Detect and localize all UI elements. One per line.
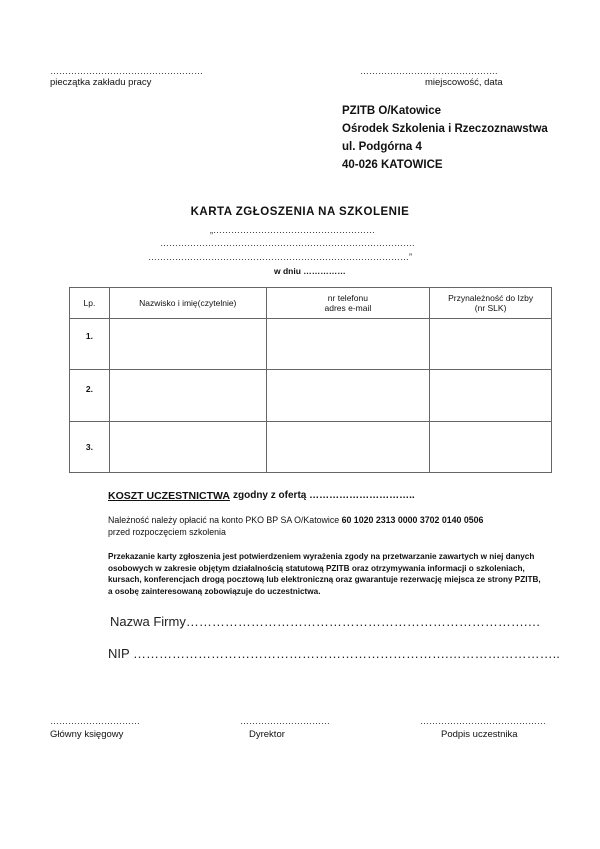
course-name-line-2: …………………………………………………………………………. xyxy=(160,238,415,248)
place-date-dotted-line: ………………………………………. xyxy=(360,66,498,76)
col-header-membership-line1: Przynależność do Izby xyxy=(448,293,534,303)
table-header-row xyxy=(70,288,552,319)
address-line: Ośrodek Szkolenia i Rzeczoznawstwa xyxy=(342,123,548,135)
bank-account-number: 60 1020 2313 0000 3702 0140 0506 xyxy=(341,515,484,525)
participants-table xyxy=(69,287,552,473)
payment-instruction xyxy=(108,515,483,525)
contact-cell[interactable] xyxy=(266,319,430,370)
col-header-membership-line2: (nr SLK) xyxy=(474,303,507,313)
col-header-lp: Lp. xyxy=(70,288,110,319)
address-line: ul. Podgórna 4 xyxy=(342,141,422,153)
director-label: Dyrektor xyxy=(249,729,285,740)
row-number: 3. xyxy=(70,422,110,473)
participant-label: Podpis uczestnika xyxy=(441,729,518,740)
col-header-name: Nazwisko i imię(czytelnie) xyxy=(109,288,266,319)
address-line: PZITB O/Katowice xyxy=(342,105,442,117)
form-title: KARTA ZGŁOSZENIA NA SZKOLENIE xyxy=(190,206,410,218)
contact-cell[interactable] xyxy=(266,370,430,422)
membership-cell[interactable] xyxy=(430,422,552,473)
membership-cell[interactable] xyxy=(430,319,552,370)
name-cell[interactable] xyxy=(109,422,266,473)
consent-line: kursach, konferencjach drogą pocztową lub elektroniczną oraz gwarantuje rezerwację miejsca ze strony PZITB, xyxy=(108,575,541,584)
col-header-membership xyxy=(430,288,552,319)
col-header-email: adres e-mail xyxy=(324,303,372,313)
course-name-line-1: „……………………………………………… xyxy=(210,225,375,235)
consent-line: a osobę zainteresowaną zobowiązuje do uczestnictwa. xyxy=(108,586,321,596)
name-cell[interactable] xyxy=(109,319,266,370)
consent-paragraph xyxy=(108,551,541,597)
col-header-phone: nr telefonu xyxy=(327,293,368,303)
table-row xyxy=(70,319,552,370)
contact-cell[interactable] xyxy=(266,422,430,473)
col-header-contact xyxy=(266,288,430,319)
participant-signature-line: …………………………………… xyxy=(420,716,546,726)
address-block xyxy=(342,102,548,174)
row-number: 1. xyxy=(70,319,110,370)
cost-label: KOSZT UCZESTNICTWA xyxy=(108,490,230,502)
name-cell[interactable] xyxy=(109,370,266,422)
membership-cell[interactable] xyxy=(430,370,552,422)
accountant-label: Główny księgowy xyxy=(50,729,124,740)
course-name-line-3: ……………………………………………………………………………” xyxy=(148,252,412,262)
row-number: 2. xyxy=(70,370,110,422)
stamp-dotted-line: …………………………………………… xyxy=(50,66,203,76)
course-date: w dniu …………… xyxy=(274,266,346,276)
cost-value: zgodny z ofertą ………………………….. xyxy=(233,490,415,501)
table-row xyxy=(70,422,552,473)
payment-deadline: przed rozpoczęciem szkolenia xyxy=(108,527,226,537)
consent-line: osobowych w zakresie objętym działalnością statutową PZITB oraz otrzymywania informacji o szkoleniach, xyxy=(108,563,525,573)
place-date-label: miejscowość, data xyxy=(425,77,503,88)
address-line: 40-026 KATOWICE xyxy=(342,159,443,171)
nip-field[interactable]: NIP ……………………………………………………………….…………………….. xyxy=(108,646,560,661)
accountant-signature-line: ………………………… xyxy=(50,716,140,726)
table-row xyxy=(70,370,552,422)
payment-text: Należność należy opłacić na konto PKO BP SA O/Katowice xyxy=(108,515,342,525)
stamp-label: pieczątka zakładu pracy xyxy=(50,77,152,88)
company-name-field[interactable]: Nazwa Firmy…………………………………………………………………….… xyxy=(110,614,541,629)
consent-line: Przekazanie karty zgłoszenia jest potwierdzeniem wyrażenia zgody na przetwarzanie zawartych w niej danych xyxy=(108,552,535,561)
director-signature-line: ………………………… xyxy=(240,716,330,726)
